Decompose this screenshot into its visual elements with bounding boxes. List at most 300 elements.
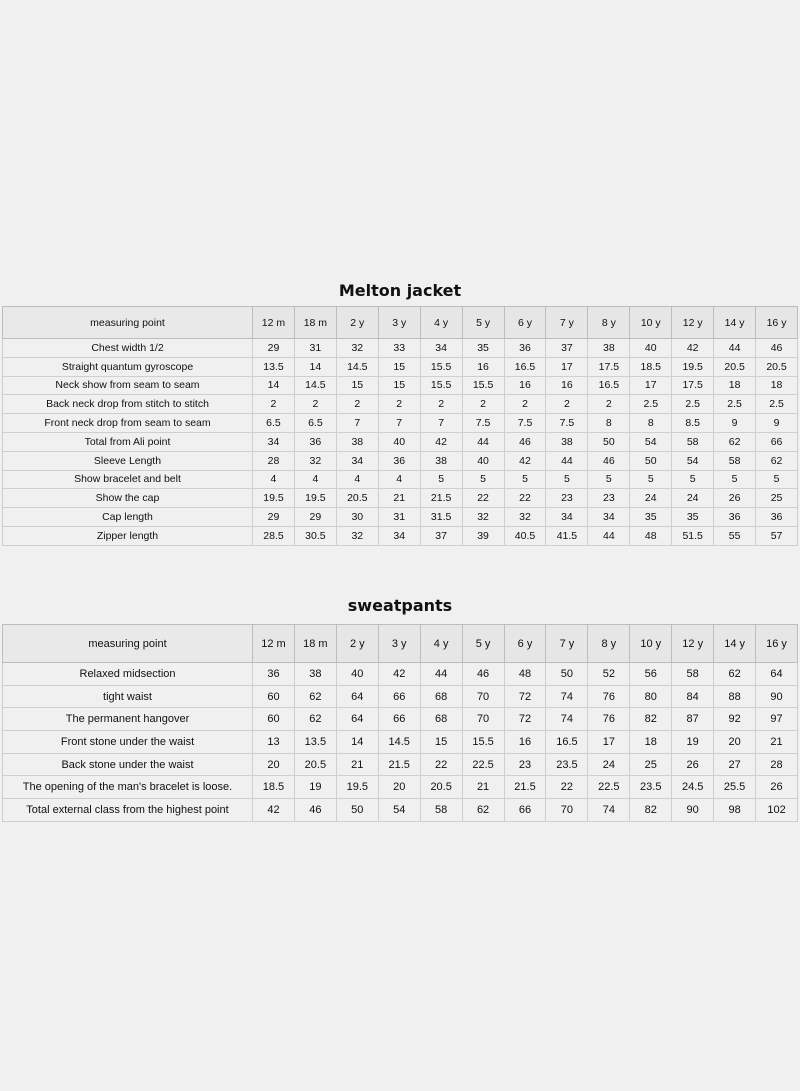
table-cell: 2	[420, 395, 462, 414]
table-cell: 36	[714, 508, 756, 527]
table-cell: 34	[378, 526, 420, 545]
table-row	[3, 357, 798, 376]
row-label: The permanent hangover	[3, 708, 253, 731]
table-cell: 13.5	[253, 357, 295, 376]
table-cell: 2	[588, 395, 630, 414]
table-cell: 18	[714, 376, 756, 395]
table-cell: 66	[378, 708, 420, 731]
column-header-size: 12 m	[253, 625, 295, 663]
table-cell: 4	[336, 470, 378, 489]
column-header-size: 14 y	[714, 625, 756, 663]
table-cell: 28.5	[253, 526, 295, 545]
table-cell: 24	[588, 753, 630, 776]
table-cell: 16	[462, 357, 504, 376]
table-cell: 82	[630, 799, 672, 822]
table-cell: 28	[253, 451, 295, 470]
row-label: Cap length	[3, 508, 253, 527]
table-cell: 20.5	[756, 357, 798, 376]
section-title: Melton jacket	[338, 281, 462, 300]
column-header-size: 4 y	[420, 625, 462, 663]
column-header-size: 14 y	[714, 307, 756, 339]
table-cell: 14.5	[294, 376, 336, 395]
table-cell: 5	[546, 470, 588, 489]
table-cell: 5	[588, 470, 630, 489]
table-cell: 72	[504, 708, 546, 731]
table-cell: 23.5	[630, 776, 672, 799]
table-cell: 17.5	[672, 376, 714, 395]
table-cell: 26	[714, 489, 756, 508]
table-cell: 42	[378, 663, 420, 686]
table-cell: 42	[672, 339, 714, 358]
table-cell: 22	[462, 489, 504, 508]
table-cell: 13	[253, 731, 295, 754]
table-cell: 13.5	[294, 731, 336, 754]
table-cell: 42	[253, 799, 295, 822]
table-cell: 2.5	[672, 395, 714, 414]
table-cell: 46	[756, 339, 798, 358]
table-cell: 68	[420, 685, 462, 708]
table-cell: 50	[546, 663, 588, 686]
table-cell: 29	[253, 508, 295, 527]
table-cell: 40	[462, 451, 504, 470]
table-cell: 23.5	[546, 753, 588, 776]
column-header-size: 16 y	[756, 307, 798, 339]
table-cell: 42	[504, 451, 546, 470]
table-cell: 7	[336, 414, 378, 433]
table-cell: 16	[504, 731, 546, 754]
table-cell: 4	[294, 470, 336, 489]
row-label: Total from Ali point	[3, 432, 253, 451]
column-header-size: 7 y	[546, 307, 588, 339]
table-row	[3, 663, 798, 686]
table-cell: 20.5	[714, 357, 756, 376]
table-cell: 88	[714, 685, 756, 708]
table-cell: 32	[462, 508, 504, 527]
table-cell: 14	[253, 376, 295, 395]
table-cell: 5	[714, 470, 756, 489]
table-cell: 29	[253, 339, 295, 358]
table-row	[3, 489, 798, 508]
table-row	[3, 432, 798, 451]
row-label: Chest width 1/2	[3, 339, 253, 358]
table-cell: 60	[253, 685, 295, 708]
table-cell: 2.5	[630, 395, 672, 414]
table-cell: 58	[672, 663, 714, 686]
table-cell: 32	[504, 508, 546, 527]
table-cell: 15	[378, 357, 420, 376]
table-cell: 55	[714, 526, 756, 545]
table-cell: 16	[546, 376, 588, 395]
table-cell: 9	[756, 414, 798, 433]
table-cell: 19.5	[336, 776, 378, 799]
section-title: sweatpants	[347, 596, 453, 615]
table-cell: 31	[294, 339, 336, 358]
table-cell: 64	[336, 708, 378, 731]
column-header-size: 2 y	[336, 307, 378, 339]
table-row	[3, 376, 798, 395]
table-cell: 7	[378, 414, 420, 433]
table-cell: 54	[630, 432, 672, 451]
table-cell: 41.5	[546, 526, 588, 545]
table-cell: 30	[336, 508, 378, 527]
table-cell: 40	[336, 663, 378, 686]
column-header-size: 2 y	[336, 625, 378, 663]
table-cell: 66	[504, 799, 546, 822]
sweatpants-section	[0, 594, 800, 822]
column-header-measuring-point: measuring point	[3, 625, 253, 663]
table-cell: 62	[714, 663, 756, 686]
column-header-size: 6 y	[504, 625, 546, 663]
table-cell: 17.5	[588, 357, 630, 376]
table-cell: 40	[630, 339, 672, 358]
row-label: Relaxed midsection	[3, 663, 253, 686]
row-label: Back stone under the waist	[3, 753, 253, 776]
table-cell: 27	[714, 753, 756, 776]
table-cell: 15.5	[462, 376, 504, 395]
column-header-size: 6 y	[504, 307, 546, 339]
table-cell: 36	[294, 432, 336, 451]
row-label: Back neck drop from stitch to stitch	[3, 395, 253, 414]
table-cell: 31	[378, 508, 420, 527]
table-cell: 48	[504, 663, 546, 686]
table-row	[3, 776, 798, 799]
table-cell: 18.5	[630, 357, 672, 376]
table-cell: 42	[420, 432, 462, 451]
table-cell: 34	[546, 508, 588, 527]
size-chart-table	[2, 306, 798, 546]
row-label: Zipper length	[3, 526, 253, 545]
table-cell: 22	[420, 753, 462, 776]
table-cell: 57	[756, 526, 798, 545]
table-cell: 20	[253, 753, 295, 776]
table-cell: 70	[462, 685, 504, 708]
table-cell: 2	[253, 395, 295, 414]
table-cell: 82	[630, 708, 672, 731]
table-row	[3, 731, 798, 754]
table-cell: 2	[378, 395, 420, 414]
column-header-size: 8 y	[588, 625, 630, 663]
table-cell: 20	[378, 776, 420, 799]
table-cell: 20	[714, 731, 756, 754]
column-header-size: 18 m	[294, 625, 336, 663]
table-cell: 62	[462, 799, 504, 822]
table-cell: 19	[294, 776, 336, 799]
header-row	[3, 625, 798, 663]
table-cell: 6.5	[294, 414, 336, 433]
table-cell: 7.5	[462, 414, 504, 433]
table-cell: 38	[420, 451, 462, 470]
row-label: Sleeve Length	[3, 451, 253, 470]
column-header-size: 5 y	[462, 307, 504, 339]
table-cell: 2	[504, 395, 546, 414]
table-cell: 40	[378, 432, 420, 451]
table-cell: 39	[462, 526, 504, 545]
table-row	[3, 470, 798, 489]
column-header-size: 12 y	[672, 625, 714, 663]
table-cell: 37	[420, 526, 462, 545]
table-cell: 19.5	[294, 489, 336, 508]
table-cell: 23	[546, 489, 588, 508]
column-header-size: 12 m	[253, 307, 295, 339]
table-cell: 18	[630, 731, 672, 754]
table-cell: 35	[630, 508, 672, 527]
table-cell: 44	[714, 339, 756, 358]
table-cell: 24	[672, 489, 714, 508]
column-header-size: 4 y	[420, 307, 462, 339]
table-cell: 15	[420, 731, 462, 754]
row-label: Straight quantum gyroscope	[3, 357, 253, 376]
column-header-size: 5 y	[462, 625, 504, 663]
table-cell: 54	[672, 451, 714, 470]
table-cell: 21	[756, 731, 798, 754]
table-cell: 34	[336, 451, 378, 470]
table-cell: 52	[588, 663, 630, 686]
table-cell: 24.5	[672, 776, 714, 799]
table-cell: 20.5	[294, 753, 336, 776]
table-cell: 5	[672, 470, 714, 489]
table-cell: 31.5	[420, 508, 462, 527]
table-cell: 25.5	[714, 776, 756, 799]
table-cell: 19	[672, 731, 714, 754]
table-cell: 37	[546, 339, 588, 358]
table-cell: 92	[714, 708, 756, 731]
table-cell: 20.5	[420, 776, 462, 799]
column-header-size: 18 m	[294, 307, 336, 339]
table-cell: 28	[756, 753, 798, 776]
table-cell: 72	[504, 685, 546, 708]
table-cell: 38	[588, 339, 630, 358]
table-cell: 25	[756, 489, 798, 508]
column-header-size: 7 y	[546, 625, 588, 663]
row-label: tight waist	[3, 685, 253, 708]
table-row	[3, 395, 798, 414]
column-header-size: 3 y	[378, 625, 420, 663]
table-cell: 58	[672, 432, 714, 451]
row-label: Show bracelet and belt	[3, 470, 253, 489]
table-cell: 15	[378, 376, 420, 395]
table-cell: 46	[588, 451, 630, 470]
table-cell: 2	[546, 395, 588, 414]
table-row	[3, 753, 798, 776]
table-cell: 36	[378, 451, 420, 470]
column-header-size: 8 y	[588, 307, 630, 339]
table-row	[3, 414, 798, 433]
size-chart-table	[2, 624, 798, 822]
table-cell: 9	[714, 414, 756, 433]
table-cell: 74	[546, 708, 588, 731]
table-cell: 5	[504, 470, 546, 489]
row-label: Neck show from seam to seam	[3, 376, 253, 395]
table-cell: 18	[756, 376, 798, 395]
column-header-size: 16 y	[756, 625, 798, 663]
table-cell: 2	[336, 395, 378, 414]
table-cell: 35	[672, 508, 714, 527]
table-cell: 25	[630, 753, 672, 776]
table-cell: 46	[504, 432, 546, 451]
table-cell: 64	[756, 663, 798, 686]
table-cell: 4	[378, 470, 420, 489]
table-cell: 50	[336, 799, 378, 822]
table-cell: 44	[420, 663, 462, 686]
table-cell: 21.5	[504, 776, 546, 799]
table-cell: 24	[630, 489, 672, 508]
table-cell: 22.5	[462, 753, 504, 776]
table-cell: 21.5	[378, 753, 420, 776]
table-cell: 2	[294, 395, 336, 414]
table-cell: 8.5	[672, 414, 714, 433]
table-cell: 87	[672, 708, 714, 731]
table-row	[3, 526, 798, 545]
column-header-size: 3 y	[378, 307, 420, 339]
table-cell: 16.5	[504, 357, 546, 376]
table-cell: 74	[546, 685, 588, 708]
table-cell: 54	[378, 799, 420, 822]
table-cell: 60	[253, 708, 295, 731]
table-cell: 32	[336, 526, 378, 545]
header-row	[3, 307, 798, 339]
table-cell: 50	[630, 451, 672, 470]
row-label: Front neck drop from seam to seam	[3, 414, 253, 433]
table-cell: 48	[630, 526, 672, 545]
table-cell: 44	[462, 432, 504, 451]
table-cell: 34	[588, 508, 630, 527]
table-row	[3, 339, 798, 358]
table-cell: 62	[756, 451, 798, 470]
table-cell: 14	[336, 731, 378, 754]
table-cell: 36	[253, 663, 295, 686]
table-cell: 5	[756, 470, 798, 489]
table-cell: 50	[588, 432, 630, 451]
table-cell: 97	[756, 708, 798, 731]
row-label: Front stone under the waist	[3, 731, 253, 754]
table-cell: 19.5	[672, 357, 714, 376]
table-row	[3, 451, 798, 470]
column-header-measuring-point: measuring point	[3, 307, 253, 339]
table-cell: 20.5	[336, 489, 378, 508]
table-cell: 14.5	[378, 731, 420, 754]
table-cell: 90	[672, 799, 714, 822]
table-cell: 23	[504, 753, 546, 776]
table-cell: 64	[336, 685, 378, 708]
table-cell: 34	[253, 432, 295, 451]
table-cell: 23	[588, 489, 630, 508]
table-cell: 29	[294, 508, 336, 527]
table-cell: 40.5	[504, 526, 546, 545]
table-cell: 22.5	[588, 776, 630, 799]
table-cell: 18.5	[253, 776, 295, 799]
table-cell: 66	[378, 685, 420, 708]
table-cell: 2.5	[756, 395, 798, 414]
table-cell: 84	[672, 685, 714, 708]
table-cell: 6.5	[253, 414, 295, 433]
table-cell: 21	[336, 753, 378, 776]
table-cell: 32	[294, 451, 336, 470]
row-label: The opening of the man's bracelet is loose.	[3, 776, 253, 799]
table-cell: 7	[420, 414, 462, 433]
table-cell: 38	[294, 663, 336, 686]
table-cell: 5	[462, 470, 504, 489]
table-cell: 21	[462, 776, 504, 799]
table-cell: 44	[546, 451, 588, 470]
table-cell: 30.5	[294, 526, 336, 545]
table-row	[3, 508, 798, 527]
table-cell: 21.5	[420, 489, 462, 508]
table-cell: 62	[294, 708, 336, 731]
table-cell: 35	[462, 339, 504, 358]
table-cell: 14.5	[336, 357, 378, 376]
table-cell: 17	[630, 376, 672, 395]
table-row	[3, 685, 798, 708]
table-cell: 36	[504, 339, 546, 358]
table-cell: 16.5	[588, 376, 630, 395]
table-cell: 7.5	[546, 414, 588, 433]
table-cell: 17	[546, 357, 588, 376]
table-cell: 2.5	[714, 395, 756, 414]
table-cell: 15.5	[420, 376, 462, 395]
table-cell: 8	[630, 414, 672, 433]
column-header-size: 10 y	[630, 625, 672, 663]
table-cell: 62	[294, 685, 336, 708]
table-cell: 90	[756, 685, 798, 708]
table-row	[3, 799, 798, 822]
table-cell: 26	[672, 753, 714, 776]
table-row	[3, 708, 798, 731]
table-cell: 21	[378, 489, 420, 508]
table-cell: 98	[714, 799, 756, 822]
table-cell: 17	[588, 731, 630, 754]
table-cell: 76	[588, 685, 630, 708]
table-cell: 5	[420, 470, 462, 489]
table-cell: 4	[253, 470, 295, 489]
table-cell: 34	[420, 339, 462, 358]
table-cell: 46	[462, 663, 504, 686]
melton-jacket-section	[0, 280, 800, 546]
table-cell: 74	[588, 799, 630, 822]
table-cell: 19.5	[253, 489, 295, 508]
table-cell: 102	[756, 799, 798, 822]
table-cell: 38	[546, 432, 588, 451]
table-cell: 70	[546, 799, 588, 822]
table-cell: 36	[756, 508, 798, 527]
table-cell: 76	[588, 708, 630, 731]
table-cell: 5	[630, 470, 672, 489]
table-cell: 15.5	[462, 731, 504, 754]
table-cell: 58	[420, 799, 462, 822]
column-header-size: 10 y	[630, 307, 672, 339]
row-label: Show the cap	[3, 489, 253, 508]
table-cell: 8	[588, 414, 630, 433]
table-cell: 14	[294, 357, 336, 376]
table-cell: 15	[336, 376, 378, 395]
table-cell: 58	[714, 451, 756, 470]
table-cell: 70	[462, 708, 504, 731]
table-cell: 51.5	[672, 526, 714, 545]
table-cell: 33	[378, 339, 420, 358]
table-cell: 68	[420, 708, 462, 731]
column-header-size: 12 y	[672, 307, 714, 339]
table-cell: 62	[714, 432, 756, 451]
table-cell: 16	[504, 376, 546, 395]
table-cell: 44	[588, 526, 630, 545]
table-cell: 66	[756, 432, 798, 451]
table-cell: 22	[504, 489, 546, 508]
table-cell: 7.5	[504, 414, 546, 433]
table-cell: 22	[546, 776, 588, 799]
table-cell: 80	[630, 685, 672, 708]
table-cell: 46	[294, 799, 336, 822]
table-cell: 38	[336, 432, 378, 451]
table-cell: 2	[462, 395, 504, 414]
